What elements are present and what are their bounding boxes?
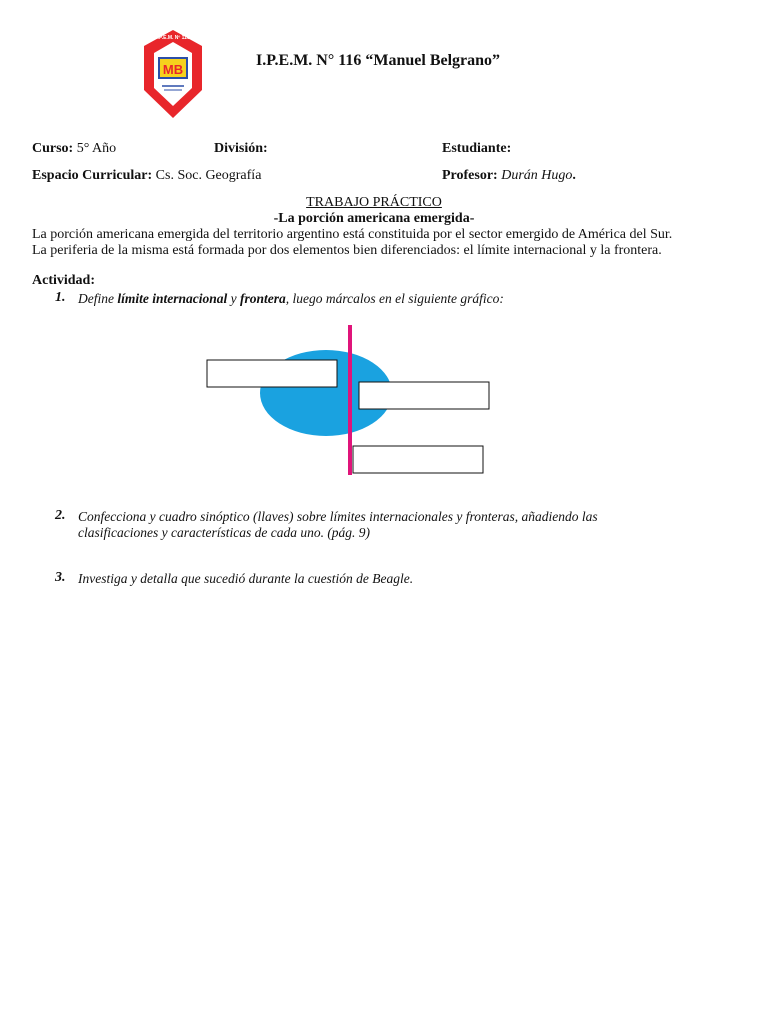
school-logo <box>142 28 204 120</box>
estudiante-field <box>442 141 511 157</box>
q1-number: 1. <box>55 290 66 305</box>
division-label: División: <box>214 141 268 156</box>
profesor-value: Durán Hugo <box>501 168 573 183</box>
q1-pre: Define <box>78 291 118 306</box>
profesor-period: . <box>572 168 576 183</box>
espacio-label: Espacio Curricular: <box>32 168 153 183</box>
q2-line-2: clasificaciones y características de cada uno. (pág. 9) <box>78 525 371 540</box>
border-diagram <box>200 320 500 480</box>
answer-box-3 <box>353 446 483 473</box>
espacio-value: Cs. Soc. Geografía <box>155 168 262 183</box>
espacio-field <box>32 168 261 184</box>
logo-monogram: MB <box>162 62 184 77</box>
profesor-label: Profesor: <box>442 168 498 183</box>
division-field <box>214 141 268 157</box>
profesor-field <box>442 168 576 184</box>
school-title: I.P.E.M. N° 116 “Manuel Belgrano” <box>256 52 501 69</box>
tp-subtitle: -La porción americana emergida- <box>273 211 475 226</box>
q3-number: 3. <box>55 570 66 585</box>
curso-value: 5° Año <box>76 141 117 156</box>
q2-number: 2. <box>55 508 66 523</box>
curso-label: Curso: <box>32 141 74 156</box>
q3-text: Investiga y detalla que sucedió durante la cuestión de Beagle. <box>78 571 414 586</box>
q1-text <box>78 291 504 307</box>
intro-line-1: La porción americana emergida del territorio argentino está constituida por el sector emergido de América del Sur. <box>32 227 673 242</box>
q1-post: , luego márcalos en el siguiente gráfico: <box>285 291 504 306</box>
intro-line-2: La periferia de la misma está formada por dos elementos bien diferenciados: el límite internacional y la frontera. <box>32 243 662 258</box>
q1-term-frontera: frontera <box>240 291 286 306</box>
answer-box-2 <box>359 382 489 409</box>
q1-mid: y <box>227 291 241 306</box>
q2-line-1: Confecciona y cuadro sinóptico (llaves) sobre límites internacionales y fronteras, añadiendo las <box>78 509 598 524</box>
q1-term-limite: límite internacional <box>117 291 228 306</box>
curso-field <box>32 141 116 157</box>
tp-title: TRABAJO PRÁCTICO <box>306 195 442 210</box>
answer-box-1 <box>207 360 337 387</box>
activity-heading: Actividad: <box>32 273 95 288</box>
estudiante-label: Estudiante: <box>442 141 512 156</box>
logo-ring-text: I.P.E.M. Nº 116 <box>156 35 190 41</box>
